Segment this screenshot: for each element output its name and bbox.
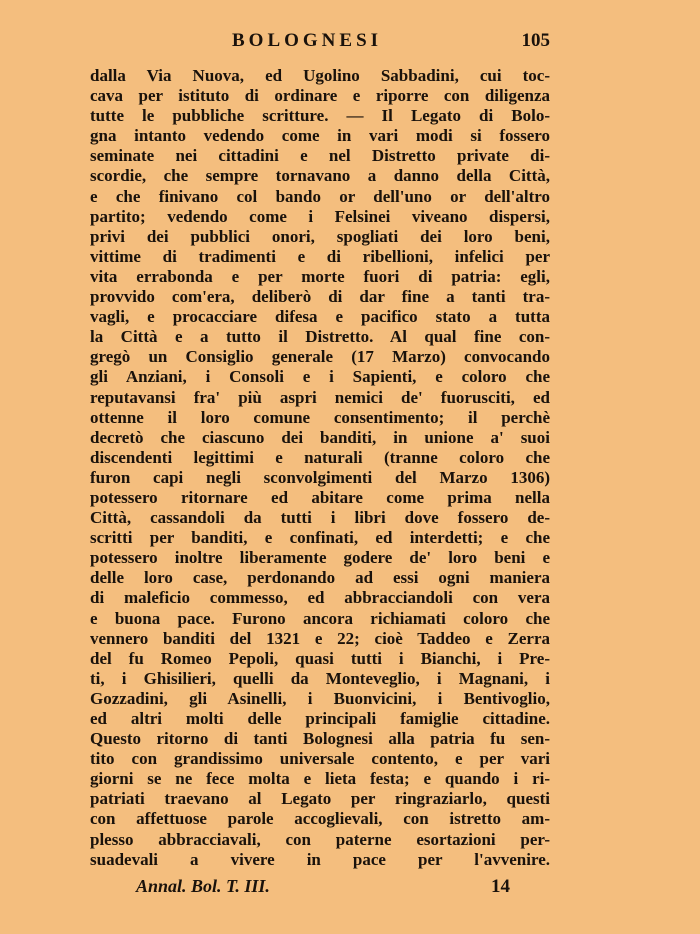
text-line: scordie, che sempre tornavano a danno della Città, <box>90 166 550 186</box>
text-line: gli Anziani, i Consoli e i Sapienti, e coloro che <box>90 367 550 387</box>
text-line: furon capi negli sconvolgimenti del Marzo 1306) <box>90 467 550 487</box>
text-line: patriati traevano al Legato per ringraziarlo, questi <box>90 789 550 809</box>
text-line: del fu Romeo Pepoli, quasi tutti i Bianchi, i Pre- <box>90 648 550 668</box>
text-line: suadevali a vivere in pace per l'avvenire. <box>90 849 550 869</box>
running-title: BOLOGNESI <box>232 30 383 51</box>
text-line: di maleficio commesso, ed abbracciandoli con vera <box>90 588 550 608</box>
text-line: con affettuose parole accoglievali, con istretto am- <box>90 809 550 829</box>
body-text <box>90 66 550 870</box>
text-line: potessero ritornare ed abitare come prima nella <box>90 487 550 507</box>
text-line: la Città e a tutto il Distretto. Al qual fine con- <box>90 327 550 347</box>
text-line: e buona pace. Furono ancora richiamati coloro che <box>90 608 550 628</box>
text-line: discendenti legittimi e naturali (tranne coloro che <box>90 447 550 467</box>
running-head <box>90 30 550 54</box>
text-line: partito; vedendo come i Felsinei viveano dispersi, <box>90 206 550 226</box>
text-line: Gozzadini, gli Asinelli, i Buonvicini, i Bentivoglio, <box>90 688 550 708</box>
text-line: vita errabonda e per morte fuori di patria: egli, <box>90 266 550 286</box>
text-line: potessero inoltre liberamente godere de' loro beni e <box>90 548 550 568</box>
page-number: 105 <box>521 30 550 51</box>
page-footer <box>136 876 510 900</box>
text-line: ed altri molti delle principali famiglie cittadine. <box>90 709 550 728</box>
text-line: gregò un Consiglio generale (17 Marzo) convocando <box>90 347 550 367</box>
text-line: tutte le pubbliche scritture. — Il Legato di Bolo- <box>90 106 550 126</box>
text-line: cava per istituto di ordinare e riporre con diligenza <box>90 86 550 106</box>
signature-mark: Annal. Bol. T. III. <box>136 876 270 896</box>
text-line: seminate nei cittadini e nel Distretto private di- <box>90 146 550 166</box>
text-line: Città, cassandoli da tutti i libri dove fossero de- <box>90 508 550 528</box>
text-line: scritti per banditi, e confinati, ed interdetti; e che <box>90 528 550 548</box>
text-line: ottenne il loro comune consentimento; il perchè <box>90 407 550 427</box>
text-line: decretò che ciascuno dei banditi, in unione a' suoi <box>90 427 550 447</box>
text-line: giorni se ne fece molta e lieta festa; e quando i ri- <box>90 769 550 789</box>
text-line: vagli, e procacciare difesa e pacifico stato a tutta <box>90 307 550 327</box>
text-line: gna intanto vedendo come in vari modi si fossero <box>90 126 550 146</box>
text-line: provvido com'era, deliberò di dar fine a tanti tra- <box>90 287 550 307</box>
text-line: delle loro case, perdonando ad essi ogni maniera <box>90 568 550 588</box>
text-line: dalla Via Nuova, ed Ugolino Sabbadini, cui toc- <box>90 66 550 85</box>
text-line: Questo ritorno di tanti Bolognesi alla patria fu sen- <box>90 729 550 749</box>
text-line: vittime di tradimenti e di ribellioni, infelici per <box>90 246 550 266</box>
text-line: reputavansi fra' più aspri nemici de' fuorusciti, ed <box>90 387 550 407</box>
text-line: privi dei pubblici onori, spogliati dei loro beni, <box>90 226 550 246</box>
text-line: plesso abbracciavali, con paterne esortazioni per- <box>90 829 550 849</box>
text-line: tito con grandissimo universale contento, e per vari <box>90 749 550 769</box>
text-line: vennero banditi del 1321 e 22; cioè Taddeo e Zerra <box>90 628 550 648</box>
text-line: ti, i Ghisilieri, quelli da Monteveglio, i Magnani, i <box>90 668 550 688</box>
text-line: e che finivano col bando or dell'uno or dell'altro <box>90 186 550 206</box>
sheet-number: 14 <box>491 876 510 897</box>
